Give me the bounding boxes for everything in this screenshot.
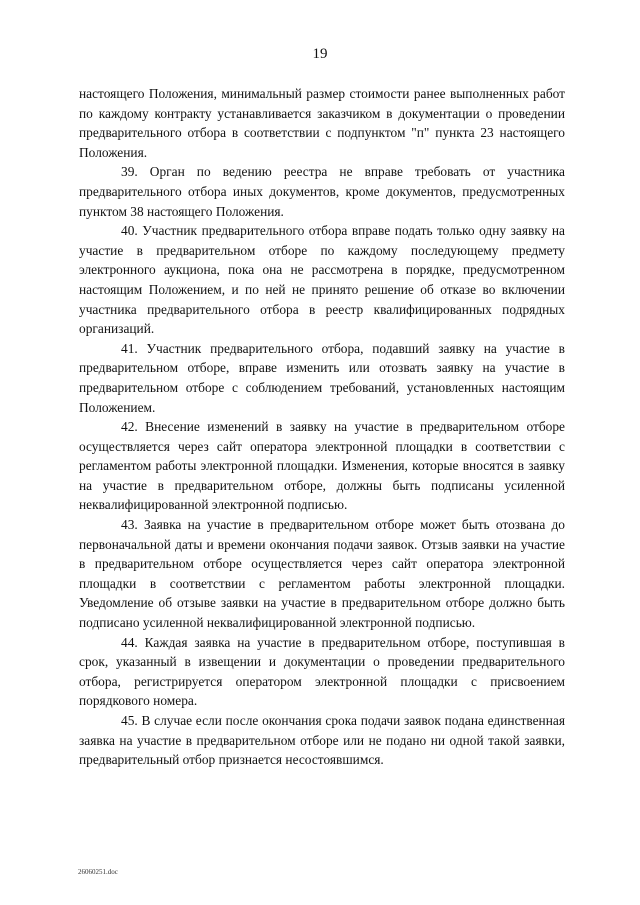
paragraph-continuation: настоящего Положения, минимальный размер стоимости ранее выполненных работ по каждому контракту устанавливается заказчиком в документации о проведении предварительного отбора в соответствии с подпунктом "п" пункта 23 настоящего Положения.: [79, 86, 565, 160]
paragraph-42: 42. Внесение изменений в заявку на участие в предварительном отборе осуществляется через сайт оператора электронной площадки в соответствии с регламентом работы электронной площадки. Изменения, которые вносятся в заявку на участие в предварительном отборе, должны быть подписаны усиленной неквалифицированной электронной подписью.: [79, 419, 565, 513]
file-name-footer: 26060251.doc: [78, 868, 118, 876]
document-body: [79, 84, 565, 770]
paragraph-40: 40. Участник предварительного отбора вправе подать только одну заявку на участие в предварительном отборе по каждому последующему предмету электронного аукциона, пока она не рассмотрена в порядке, предусмотренном настоящим Положением, и по ней не принято решение об отказе во включении участника предварительного отбора в реестр квалифицированных подрядных организаций.: [79, 223, 565, 337]
page-number: 19: [312, 46, 328, 62]
paragraph-41: 41. Участник предварительного отбора, подавший заявку на участие в предварительном отборе, вправе изменить или отозвать заявку на участие в предварительном отборе с соблюдением требований, установленных настоящим Положением.: [79, 340, 565, 415]
paragraph-44: 44. Каждая заявка на участие в предварительном отборе, поступившая в срок, указанный в извещении и документации о проведении предварительного отбора, регистрируется оператором электронной площадки с присвоением порядкового номера.: [79, 634, 565, 709]
paragraph-45: 45. В случае если после окончания срока подачи заявок подана единственная заявка на участие в предварительном отборе или не подано ни одной такой заявки, предварительный отбор признается несостоявшимся.: [79, 713, 565, 768]
paragraph-43: 43. Заявка на участие в предварительном отборе может быть отозвана до первоначальной даты и времени окончания подачи заявок. Отзыв заявки на участие в предварительном отборе осуществляется через сайт оператора электронной площадки в соответствии с регламентом работы электронной площадки. Уведомление об отзыве заявки на участие в предварительном отборе должно быть подписано усиленной неквалифицированной электронной подписью.: [79, 517, 565, 631]
paragraph-39: 39. Орган по ведению реестра не вправе требовать от участника предварительного отбора иных документов, кроме документов, предусмотренных пунктом 38 настоящего Положения.: [79, 164, 565, 219]
